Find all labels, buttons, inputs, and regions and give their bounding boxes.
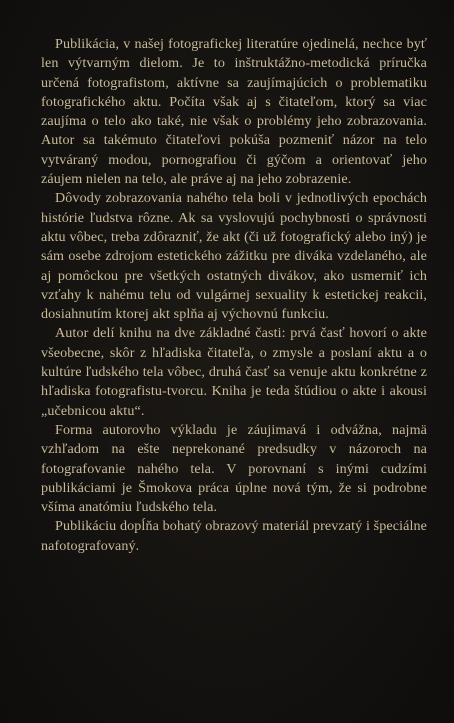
paragraph-4: Forma autorovho výkladu je záujimavá i odvážna, najmä vzhľadom na ešte neprekonané predsudky v názoroch na fotografovanie nahého tela. V porovnaní s inými cudzími publikáciami je Šmokova práca úplne nová tým, že si podrobne všíma anatómiu ľudského tela. xyxy=(41,421,427,516)
paragraph-2: Dôvody zobrazovania nahého tela boli v jednotlivých epochách histórie ľudstva rôzne. Ak sa vyslovujú pochybnosti o správnosti aktu vôbec, treba zdôrazniť, že akt (či už fotografický alebo iný) je sám osebe zdrojom estetického zážitku pre diváka vzdelaného, ale aj pomôckou pre všetkých ostatných divákov, ako usmerniť ich vzťahy k nahému telu od vulgárnej sexuality k estetickej reakcii, dosiahnutím ktorej akt splňa aj výchovnú funkciu. xyxy=(41,190,427,323)
paragraph-3: Autor delí knihu na dve základné časti: prvá časť hovorí o akte všeobecne, skôr z hľadiska čitateľa, o zmysle a poslaní aktu a o kultúre ľudského tela vôbec, druhá časť sa venuje aktu konkrétne z hľadiska fotografistu-tvorcu. Kniha je teda štúdiou o akte i akousi „učebnicou aktu“. xyxy=(41,325,427,419)
paragraph-1: Publikácia, v našej fotografickej literatúre ojedinelá, nechce byť len výtvarným dielom. Je to inštruktážno-metodická príručka určená fotografistom, aktívne sa zaujímajúcich o problematiku fotografického aktu. Počíta však aj s čitateľom, ktorý sa viac zaujíma o telo ako také, nie však o problémy jeho zobrazovania. Autor sa takémuto čitateľovi pokúša pozmeniť názor na telo vytváraný modou, pornografiou či gýčom a orientovať jeho záujem nielen na telo, ale práve aj na jeho zobrazenie. xyxy=(41,36,427,188)
blurb-text xyxy=(41,35,427,556)
paragraph-5: Publikáciu dopĺňa bohatý obrazový materiál prevzatý i špeciálne nafotografovaný. xyxy=(41,518,427,554)
